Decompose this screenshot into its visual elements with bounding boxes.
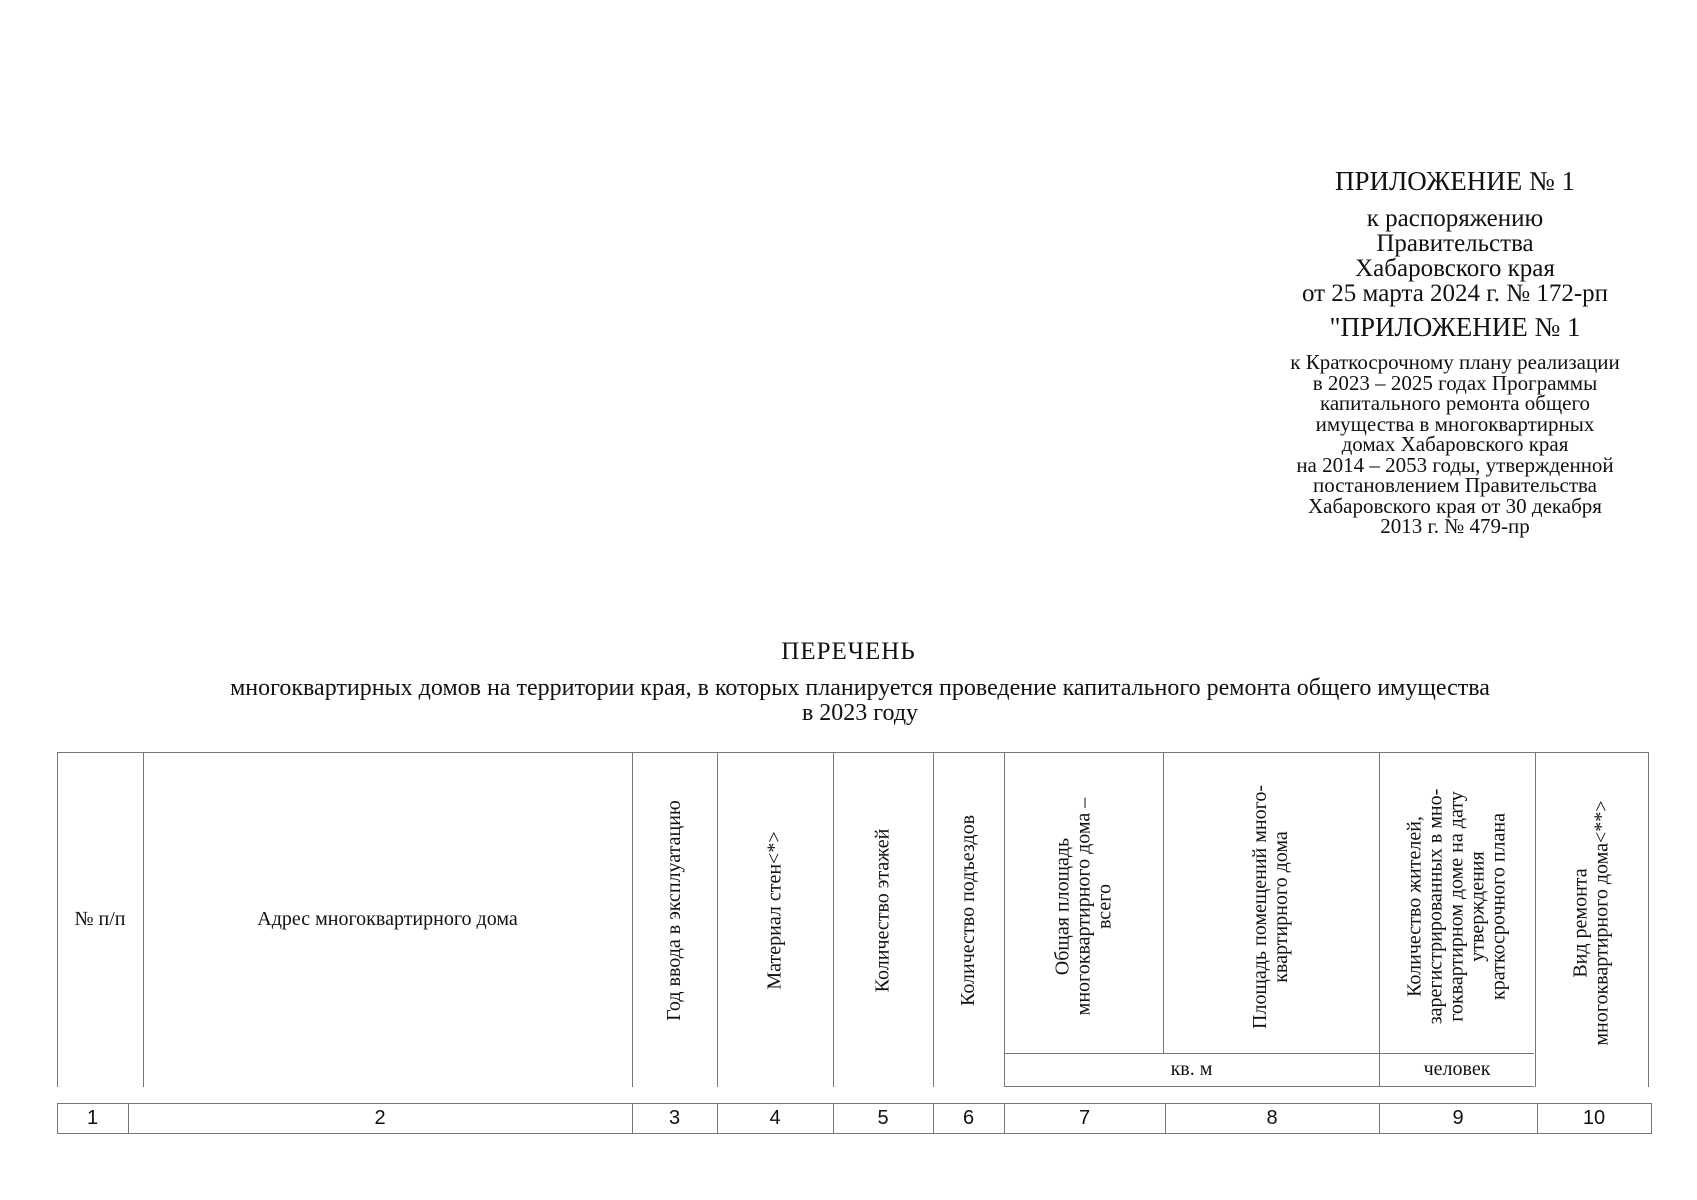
appendix2-line: Хабаровского края от 30 декабря bbox=[1308, 493, 1602, 518]
column-number: 8 bbox=[1266, 1107, 1278, 1129]
appendix-line: Правительства bbox=[1376, 230, 1534, 257]
appendix-line: к распоряжению bbox=[1366, 205, 1544, 232]
header-text-line: Площадь помещений много- bbox=[1249, 784, 1271, 1029]
header-floors bbox=[833, 760, 933, 1060]
numbers-col-border bbox=[1651, 1103, 1652, 1134]
header-text-line: Общая площадь bbox=[1051, 837, 1073, 976]
appendix2-line: в 2023 – 2025 годах Программы bbox=[1312, 370, 1598, 395]
appendix2-line: 2013 г. № 479-пр bbox=[1380, 514, 1530, 538]
header-wall-material bbox=[717, 760, 833, 1060]
column-number: 2 bbox=[374, 1107, 386, 1129]
header-text-line: многоквартирного дома<**> bbox=[1590, 799, 1613, 1046]
header-address: Адрес многоквартирного дома bbox=[257, 908, 518, 930]
appendix2-line: имущества в многоквартирных bbox=[1315, 411, 1595, 436]
header-floors-text: Количество этажей bbox=[871, 828, 894, 992]
header-repair-type bbox=[1535, 760, 1648, 1085]
header-total-area bbox=[1004, 760, 1163, 1053]
appendix-title: ПРИЛОЖЕНИЕ № 1 bbox=[1334, 166, 1576, 196]
header-text-line: квартирного дома bbox=[1270, 830, 1292, 983]
appendix2-line: капитального ремонта общего bbox=[1319, 391, 1591, 415]
units-row-top-border bbox=[1004, 1053, 1534, 1054]
appendix2-title: "ПРИЛОЖЕНИЕ № 1 bbox=[1329, 312, 1581, 342]
column-number: 1 bbox=[86, 1107, 99, 1129]
column-number: 5 bbox=[877, 1107, 889, 1129]
column-number: 6 bbox=[962, 1107, 975, 1129]
unit-people: человек bbox=[1423, 1058, 1491, 1080]
document-title: ПЕРЕЧЕНЬ bbox=[781, 638, 916, 665]
appendix2-line: на 2014 – 2053 годы, утвержденной bbox=[1296, 452, 1614, 477]
header-entrances bbox=[933, 760, 1004, 1060]
header-premises-area-text bbox=[1250, 785, 1292, 1029]
header-total-area-text bbox=[1052, 798, 1115, 1016]
appendix2-line: к Краткосрочному плану реализации bbox=[1290, 350, 1620, 374]
table-top-border bbox=[57, 752, 1649, 753]
appendix2-line: постановлением Правительства bbox=[1312, 473, 1597, 497]
header-text-line: гоквартирном доме на дату bbox=[1445, 791, 1468, 1022]
units-row-bottom-border bbox=[1004, 1086, 1534, 1087]
header-residents bbox=[1379, 760, 1535, 1053]
header-text-line: многоквартирного дома – bbox=[1072, 797, 1094, 1016]
header-text-line: Вид ремонта bbox=[1569, 867, 1592, 978]
appendix2-reference bbox=[1240, 352, 1670, 537]
table-col-border bbox=[1648, 752, 1649, 1087]
appendix2-line: домах Хабаровского края bbox=[1341, 432, 1569, 456]
header-repair-type-text bbox=[1571, 800, 1613, 1045]
header-year-text: Год ввода в эксплуатацию bbox=[663, 799, 685, 1021]
header-year bbox=[632, 760, 717, 1060]
header-wall-material-text: Материал стен<*> bbox=[763, 830, 786, 990]
unit-area: кв. м bbox=[1170, 1058, 1213, 1080]
column-number: 3 bbox=[668, 1107, 681, 1129]
document-subtitle bbox=[80, 676, 1640, 726]
column-number: 9 bbox=[1452, 1107, 1464, 1129]
numbers-row-bottom-border bbox=[57, 1133, 1652, 1134]
column-number: 4 bbox=[769, 1107, 781, 1129]
header-residents-text bbox=[1405, 789, 1510, 1025]
subtitle-line: в 2023 году bbox=[801, 700, 919, 726]
subtitle-line: многоквартирных домов на территории края, в которых планируется проведение капитального ремонта общего имущества bbox=[230, 675, 1490, 701]
column-number: 10 bbox=[1582, 1107, 1606, 1129]
header-entrances-text: Количество подъездов bbox=[957, 814, 980, 1006]
header-text-line: краткосрочного плана bbox=[1487, 813, 1510, 1000]
header-text-line: всего bbox=[1093, 883, 1115, 930]
header-premises-area bbox=[1163, 760, 1379, 1053]
header-text-line: зарегистрированных в мно- bbox=[1424, 788, 1447, 1025]
header-text-line: утверждения bbox=[1466, 851, 1489, 962]
appendix-line: от 25 марта 2024 г. № 172-рп bbox=[1301, 280, 1609, 307]
appendix-reference bbox=[1230, 206, 1680, 306]
header-number: № п/п bbox=[74, 908, 126, 930]
header-text-line: Количество жителей, bbox=[1403, 816, 1426, 997]
column-number: 7 bbox=[1078, 1107, 1091, 1129]
appendix-line: Хабаровского края bbox=[1355, 255, 1555, 282]
